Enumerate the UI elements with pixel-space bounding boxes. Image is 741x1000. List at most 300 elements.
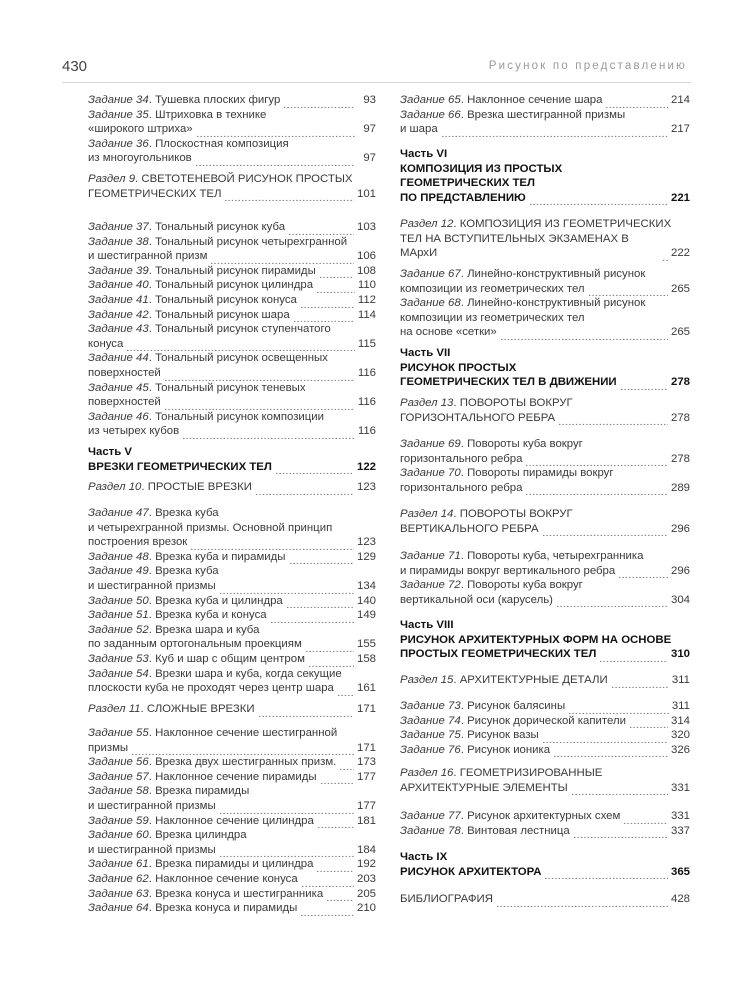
- entry-title: . Тональный рисунок куба: [148, 221, 286, 233]
- entry-text: [400, 217, 671, 232]
- entry-title: поверхностей: [88, 366, 161, 379]
- dot-leader: [525, 456, 668, 466]
- dot-leader: [300, 906, 354, 916]
- entry-title: композиции из геометрических тел: [400, 282, 585, 295]
- entry-line: [400, 522, 690, 537]
- entry-text: [400, 325, 497, 340]
- entry-line: [88, 667, 376, 682]
- entry-title: . Тушевка плоских фигур: [148, 94, 281, 106]
- toc-group: [400, 549, 690, 607]
- entry-page: 222: [670, 247, 690, 260]
- toc-entry[interactable]: [88, 726, 376, 755]
- toc-entry[interactable]: [88, 550, 376, 565]
- entry-label: Раздел 16: [400, 767, 454, 779]
- dot-leader: [224, 191, 354, 201]
- toc-entry[interactable]: [88, 506, 376, 550]
- entry-title: . Тональный рисунок теневых: [148, 381, 306, 394]
- entry-text: [88, 843, 216, 858]
- entry-text: [400, 766, 602, 781]
- entry-text: [88, 828, 247, 843]
- entry-text: [400, 296, 645, 311]
- entry-label: Задание 39: [88, 264, 149, 277]
- toc-entry[interactable]: [88, 702, 376, 717]
- entry-page: 310: [670, 648, 690, 661]
- entry-title: . Наклонное сечение шестигранной: [148, 727, 338, 739]
- dot-leader: [219, 584, 354, 594]
- entry-line: [88, 151, 376, 166]
- entry-page: 177: [356, 799, 376, 812]
- toc-group: [400, 699, 690, 757]
- entry-label: Задание 53: [88, 652, 149, 665]
- entry-label: Задание 47: [88, 507, 149, 519]
- entry-line: [88, 506, 376, 521]
- entry-text: [400, 699, 565, 714]
- entry-page: 278: [670, 376, 690, 389]
- toc-entry[interactable]: [88, 172, 376, 201]
- toc-entry[interactable]: [88, 623, 376, 652]
- entry-title: . Повороты пирамиды вокруг: [460, 467, 614, 480]
- dot-leader: [326, 891, 354, 901]
- toc-entry[interactable]: [88, 901, 376, 916]
- toc-group: [400, 346, 690, 390]
- toc-entry[interactable]: [88, 814, 376, 829]
- toc-part-heading[interactable]: [400, 618, 690, 662]
- toc-entry[interactable]: [88, 137, 376, 166]
- dot-leader: [300, 298, 355, 308]
- entry-title: . Наклонное сечение конуса: [148, 872, 298, 885]
- entry-title: . Тональный рисунок шара: [148, 308, 290, 321]
- entry-label: Задание 67: [400, 268, 461, 280]
- part-label: [400, 618, 690, 633]
- entry-page: 116: [357, 425, 376, 438]
- entry-line: [400, 673, 690, 688]
- entry-line: [400, 892, 690, 907]
- dot-leader: [195, 156, 355, 166]
- entry-line: [400, 593, 690, 608]
- dot-leader: [219, 804, 354, 814]
- entry-title: ТЕЛ НА ВСТУПИТЕЛЬНЫХ ЭКЗАМЕНАХ В МАрхИ: [400, 232, 629, 260]
- entry-page: 106: [356, 250, 376, 263]
- entry-text: [400, 232, 659, 261]
- toc-group: [88, 172, 376, 201]
- entry-title: . Рисунок вазы: [460, 729, 539, 742]
- toc-entry[interactable]: [88, 667, 376, 696]
- entry-line: [88, 755, 376, 770]
- entry-title: . Врезка пирамиды: [148, 785, 250, 798]
- entry-page: 428: [670, 893, 690, 905]
- dot-leader: [623, 814, 668, 824]
- entry-line: [88, 351, 376, 366]
- dot-leader: [571, 785, 668, 795]
- entry-text: [88, 137, 289, 152]
- entry-title: . Тональный рисунок освещенных: [148, 352, 328, 365]
- entry-text: [400, 673, 608, 688]
- entry-line: [88, 550, 376, 565]
- entry-line: [400, 296, 690, 311]
- entry-label: Задание 73: [400, 700, 461, 712]
- toc-entry[interactable]: [88, 887, 376, 902]
- entry-label: Задание 36: [88, 137, 149, 150]
- entry-line: [88, 460, 376, 475]
- dot-leader: [286, 598, 354, 608]
- entry-line: [88, 322, 376, 337]
- dot-leader: [339, 760, 354, 770]
- entry-label: Задание 48: [88, 550, 149, 563]
- entry-line: [400, 549, 690, 564]
- toc-entry[interactable]: [400, 108, 690, 137]
- entry-title: . ГЕОМЕТРИЗИРОВАННЫЕ: [453, 767, 603, 779]
- entry-line: [88, 410, 376, 425]
- toc-entry[interactable]: [88, 564, 376, 593]
- toc-group: [400, 766, 690, 795]
- entry-label: Задание 69: [400, 438, 461, 450]
- toc-entry[interactable]: [400, 549, 690, 578]
- entry-label: Раздел 14: [400, 508, 454, 520]
- entry-label: Задание 54: [88, 667, 149, 680]
- entry-line: [88, 521, 376, 536]
- entry-line: [400, 699, 690, 714]
- toc-entry[interactable]: [400, 93, 690, 108]
- toc-part-heading[interactable]: [400, 850, 690, 879]
- toc-entry[interactable]: [88, 770, 376, 785]
- entry-text: [88, 564, 219, 579]
- part-number: Часть VII: [400, 347, 451, 359]
- entry-label: Задание 61: [88, 858, 149, 871]
- entry-title: РИСУНОК АРХИТЕКТОРА: [400, 865, 542, 878]
- part-number: Часть VI: [400, 148, 448, 160]
- entry-line: [88, 652, 376, 667]
- entry-title: призмы: [88, 741, 129, 754]
- entry-text: [88, 187, 221, 202]
- dot-leader: [305, 642, 354, 652]
- toc-entry[interactable]: [400, 728, 690, 743]
- dot-leader: [190, 540, 354, 550]
- part-number: Часть VIII: [400, 619, 454, 631]
- entry-line: [88, 799, 376, 814]
- toc-entry[interactable]: [400, 743, 690, 758]
- entry-label: Задание 52: [88, 623, 149, 636]
- entry-page: 101: [356, 187, 376, 200]
- toc-entry[interactable]: [400, 766, 690, 795]
- toc-entry[interactable]: [400, 699, 690, 714]
- dot-leader: [196, 127, 355, 137]
- entry-text: [88, 93, 280, 108]
- entry-title: композиции из геометрических тел: [400, 311, 585, 324]
- entry-label: Раздел 15: [400, 674, 454, 686]
- entry-text: [88, 480, 252, 495]
- entry-page: 296: [670, 564, 690, 577]
- dot-leader: [441, 127, 668, 137]
- entry-title: . Врезка шара и куба: [148, 623, 260, 636]
- entry-label: Задание 35: [88, 108, 149, 121]
- entry-text: [88, 784, 249, 799]
- entry-text: [400, 375, 617, 390]
- entry-text: [400, 578, 583, 593]
- entry-line: [400, 507, 690, 522]
- entry-text: [88, 857, 313, 872]
- entry-line: [400, 176, 690, 191]
- part-label: [400, 147, 690, 162]
- entry-text: [88, 535, 187, 550]
- entry-title: . Врезка пирамиды и цилиндра: [148, 858, 314, 871]
- entry-page: 116: [357, 366, 376, 379]
- entry-title: плоскости куба не проходят через центр шара: [88, 682, 334, 695]
- entry-title: РИСУНОК АРХИТЕКТУРНЫХ ФОРМ НА ОСНОВЕ: [400, 633, 672, 646]
- entry-label: Задание 38: [88, 235, 149, 248]
- entry-title: ПО ПРЕДСТАВЛЕНИЮ: [400, 191, 526, 204]
- entry-title: и шестигранной призм: [88, 250, 208, 263]
- entry-text: [88, 550, 286, 565]
- toc-group: [400, 396, 690, 425]
- entry-title: горизонтального ребра: [400, 452, 523, 465]
- toc-entry[interactable]: [88, 480, 376, 495]
- dot-leader: [320, 774, 354, 784]
- toc-entry[interactable]: [88, 220, 376, 235]
- dot-leader: [629, 718, 668, 728]
- entry-text: [400, 728, 539, 743]
- entry-title: . ПОВОРОТЫ ВОКРУГ: [453, 397, 573, 409]
- entry-page: 192: [356, 858, 376, 871]
- entry-text: [400, 647, 596, 662]
- entry-line: [88, 887, 376, 902]
- toc-entry[interactable]: [88, 235, 376, 264]
- toc-entry[interactable]: [400, 673, 690, 688]
- toc-entry[interactable]: [88, 278, 376, 293]
- entry-line: [400, 108, 690, 123]
- entry-title: . Линейно-конструктивный рисунок: [460, 268, 646, 280]
- entry-page: 265: [670, 282, 690, 295]
- entry-text: [400, 466, 614, 481]
- toc-entry[interactable]: [88, 293, 376, 308]
- entry-text: [400, 452, 522, 467]
- entry-text: [88, 637, 302, 652]
- entry-page: 140: [356, 594, 376, 607]
- entry-title: из многоугольников: [88, 152, 192, 165]
- entry-label: Задание 56: [88, 756, 149, 769]
- entry-label: Задание 64: [88, 902, 149, 915]
- dot-leader: [605, 98, 668, 108]
- entry-label: Задание 55: [88, 727, 149, 739]
- toc-entry[interactable]: [88, 608, 376, 623]
- toc-group: [400, 217, 690, 261]
- toc-entry[interactable]: [88, 410, 376, 439]
- entry-title: ГЕОМЕТРИЧЕСКИХ ТЕЛ: [88, 187, 222, 200]
- toc-entry[interactable]: [88, 872, 376, 887]
- entry-line: [88, 220, 376, 235]
- toc-part-heading[interactable]: [400, 147, 690, 205]
- header-rule: [62, 82, 691, 83]
- entry-title: . Врезка куба и пирамиды: [148, 550, 286, 563]
- entry-label: Задание 75: [400, 729, 461, 742]
- toc-group: [400, 809, 690, 838]
- entry-title: . Повороты куба вокруг: [460, 438, 583, 450]
- entry-title: . СВЕТОТЕНЕВОЙ РИСУНОК ПРОСТЫХ: [135, 173, 353, 185]
- toc-part-heading[interactable]: [400, 346, 690, 390]
- entry-line: [88, 608, 376, 623]
- toc-part-heading[interactable]: [88, 445, 376, 474]
- toc-entry[interactable]: [400, 296, 690, 340]
- dot-leader: [544, 869, 668, 879]
- entry-text: [400, 714, 626, 729]
- toc-entry[interactable]: [400, 217, 690, 261]
- toc-group: [88, 506, 376, 696]
- entry-text: [88, 681, 334, 696]
- entry-label: Задание 49: [88, 565, 149, 578]
- toc-group: [400, 93, 690, 137]
- dot-leader: [542, 733, 668, 743]
- toc-entry[interactable]: [400, 437, 690, 466]
- entry-title: . Винтовая лестница: [460, 824, 570, 837]
- entry-line: [88, 901, 376, 916]
- page-number: 430: [62, 58, 88, 75]
- toc-group: [88, 445, 376, 474]
- entry-title: . Повороты куба вокруг: [460, 579, 583, 592]
- toc-entry[interactable]: [88, 351, 376, 380]
- entry-label: Задание 66: [400, 108, 461, 121]
- entry-title: поверхностей: [88, 396, 161, 409]
- entry-title: . Плоскостная композиция: [148, 137, 289, 150]
- dot-leader: [573, 828, 668, 838]
- toc-entry[interactable]: [88, 652, 376, 667]
- dot-leader: [182, 429, 355, 439]
- entry-page: 296: [670, 522, 690, 535]
- part-number: Часть IX: [400, 851, 448, 863]
- entry-title: БИБЛИОГРАФИЯ: [400, 893, 493, 905]
- entry-title: и пирамиды вокруг вертикального ребра: [400, 564, 616, 577]
- dot-leader: [553, 747, 668, 757]
- entry-title: ВЕРТИКАЛЬНОГО РЕБРА: [400, 522, 539, 535]
- entry-line: [88, 93, 376, 108]
- toc-entry[interactable]: [400, 578, 690, 607]
- entry-line: [88, 594, 376, 609]
- entry-title: . ПОВОРОТЫ ВОКРУГ: [453, 508, 573, 520]
- entry-line: [88, 108, 376, 123]
- entry-page: 184: [356, 843, 376, 856]
- entry-label: Задание 57: [88, 770, 149, 783]
- toc-entry[interactable]: [88, 594, 376, 609]
- entry-title: «широкого штриха»: [88, 123, 193, 136]
- entry-line: [400, 232, 690, 261]
- dot-leader: [301, 877, 354, 887]
- entry-label: Задание 78: [400, 824, 461, 837]
- entry-page: 210: [356, 902, 376, 915]
- entry-line: [88, 381, 376, 396]
- entry-title: . Тональный рисунок конуса: [148, 293, 297, 306]
- toc-entry[interactable]: [88, 93, 376, 108]
- entry-page: 171: [356, 741, 376, 754]
- toc-entry[interactable]: [400, 267, 690, 296]
- entry-text: [88, 726, 337, 741]
- entry-label: Задание 62: [88, 872, 149, 885]
- entry-line: [88, 784, 376, 799]
- toc-entry[interactable]: [88, 755, 376, 770]
- toc-entry[interactable]: [400, 466, 690, 495]
- entry-text: [400, 176, 535, 191]
- toc-entry[interactable]: [88, 264, 376, 279]
- entry-text: [88, 410, 324, 425]
- entry-page: 289: [670, 481, 690, 494]
- entry-page: 108: [356, 264, 376, 277]
- entry-page: 314: [670, 714, 690, 727]
- entry-page: 110: [357, 279, 376, 292]
- entry-page: 177: [356, 770, 376, 783]
- toc-group: [88, 480, 376, 495]
- entry-page: 114: [357, 308, 376, 321]
- entry-title: РИСУНОК ПРОСТЫХ: [400, 361, 517, 374]
- entry-line: [400, 781, 690, 796]
- entry-page: 158: [356, 652, 376, 665]
- entry-label: Задание 42: [88, 308, 149, 321]
- entry-line: [88, 564, 376, 579]
- toc-entry[interactable]: [400, 714, 690, 729]
- dot-leader: [599, 652, 668, 662]
- entry-page: 221: [670, 191, 690, 204]
- entry-text: [400, 162, 562, 177]
- toc-entry[interactable]: [88, 322, 376, 351]
- entry-line: [400, 361, 690, 376]
- toc-entry[interactable]: [88, 108, 376, 137]
- toc-entry[interactable]: [88, 857, 376, 872]
- toc-entry[interactable]: [400, 892, 690, 907]
- entry-line: [88, 770, 376, 785]
- dot-leader: [275, 464, 354, 474]
- entry-label: Задание 51: [88, 609, 149, 622]
- toc-group: [400, 892, 690, 907]
- dot-leader: [558, 415, 668, 425]
- entry-line: [88, 278, 376, 293]
- toc-entry[interactable]: [88, 308, 376, 323]
- toc-entry[interactable]: [400, 824, 690, 839]
- entry-title: . Рисунок дорической капители: [460, 714, 626, 727]
- toc-entry[interactable]: [400, 809, 690, 824]
- entry-line: [400, 633, 690, 648]
- entry-title: построения врезок: [88, 536, 188, 549]
- toc-entry[interactable]: [88, 381, 376, 410]
- entry-title: КОМПОЗИЦИЯ ИЗ ПРОСТЫХ: [400, 162, 563, 175]
- entry-text: [400, 549, 643, 564]
- entry-title: конуса: [88, 337, 124, 350]
- toc-entry[interactable]: [88, 784, 376, 813]
- entry-title: ВРЕЗКИ ГЕОМЕТРИЧЕСКИХ ТЕЛ: [88, 460, 272, 473]
- dot-leader: [525, 485, 668, 495]
- entry-title: . Наклонное сечение шара: [460, 94, 603, 106]
- entry-line: [400, 191, 690, 206]
- entry-label: Задание 70: [400, 467, 461, 480]
- entry-page: 97: [363, 123, 376, 136]
- entry-text: [88, 814, 314, 829]
- entry-text: [88, 351, 328, 366]
- dot-leader: [288, 225, 354, 235]
- entry-page: 123: [356, 481, 376, 493]
- dot-leader: [620, 380, 668, 390]
- entry-text: [88, 667, 342, 682]
- entry-line: [88, 828, 376, 843]
- entry-text: [400, 781, 568, 796]
- toc-entry[interactable]: [400, 396, 690, 425]
- entry-page: 311: [671, 674, 690, 686]
- entry-page: 365: [670, 865, 690, 878]
- entry-line: [400, 466, 690, 481]
- toc-entry[interactable]: [400, 507, 690, 536]
- entry-text: [88, 770, 317, 785]
- toc-entry[interactable]: [88, 828, 376, 857]
- entry-line: [88, 726, 376, 741]
- entry-page: 304: [670, 593, 690, 606]
- entry-page: 155: [356, 638, 376, 651]
- entry-title: и шара: [400, 123, 438, 136]
- entry-title: ПРОСТЫХ ГЕОМЕТРИЧЕСКИХ ТЕЛ: [400, 648, 597, 661]
- dot-leader: [219, 847, 354, 857]
